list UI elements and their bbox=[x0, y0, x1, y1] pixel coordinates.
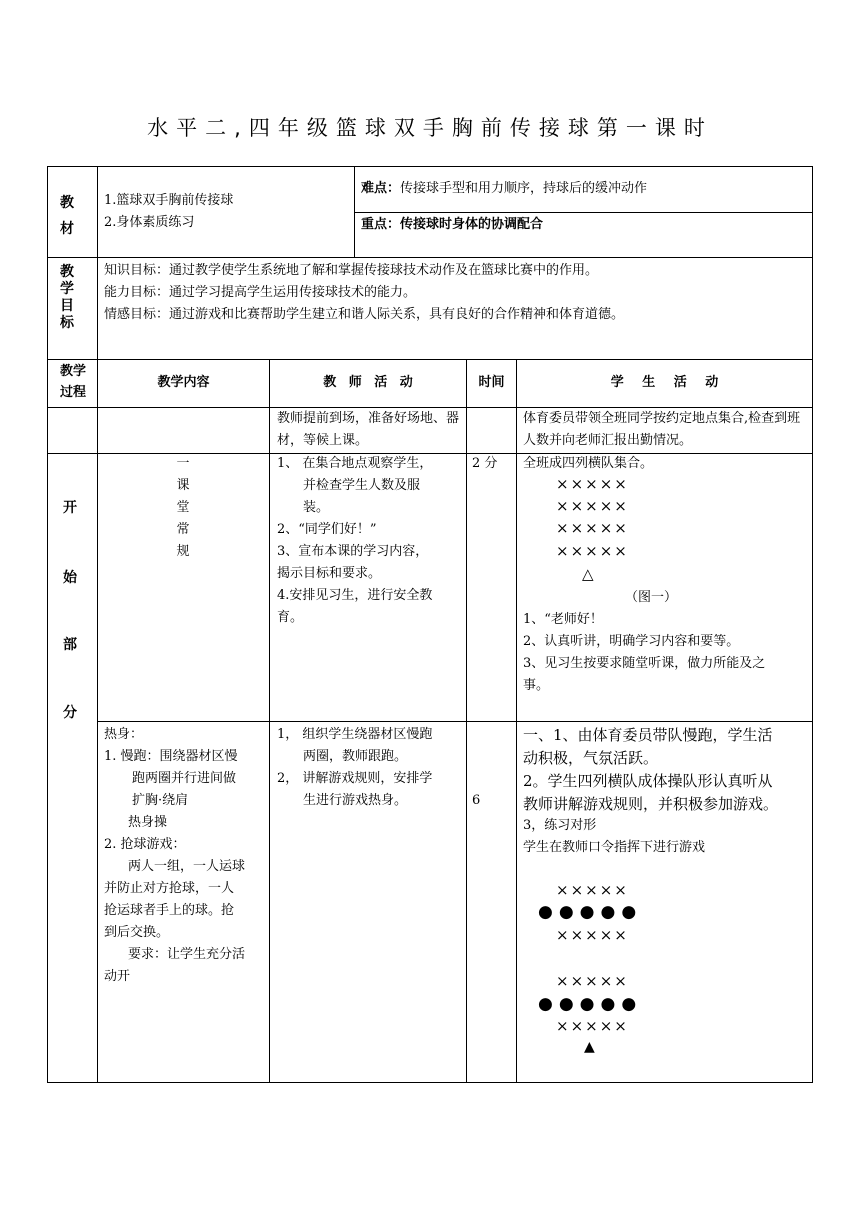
difficulty-label: 难点： bbox=[361, 181, 401, 196]
warmup-line: 并防止对方抢球，一人 bbox=[104, 881, 235, 896]
teacher-line: 2、“同学们好！” bbox=[277, 522, 377, 537]
header-student: 学 生 活 动 bbox=[610, 375, 719, 390]
warmup-line: 要求：让学生充分活 bbox=[128, 947, 246, 962]
formation-row: ××××× bbox=[556, 542, 629, 560]
routine-char: 规 bbox=[176, 544, 190, 559]
objective-affective: 情感目标：通过游戏和比赛帮助学生建立和谐人际关系，具有良好的合作精神和体育道德。 bbox=[104, 307, 625, 322]
routine-time: 2 分 bbox=[472, 456, 498, 471]
routine-char: 常 bbox=[176, 522, 190, 537]
header-teacher: 教 师 活 动 bbox=[323, 375, 413, 390]
header-content: 教学内容 bbox=[157, 375, 210, 390]
warmup-line: 热身： bbox=[104, 727, 144, 742]
routine-char: 一 bbox=[176, 456, 190, 471]
student-line: 3，练习对形 bbox=[523, 818, 597, 833]
warmup-line: 跑两圈并行进间做 bbox=[132, 771, 237, 786]
section-char: 开 bbox=[63, 500, 77, 516]
routine-char: 堂 bbox=[176, 500, 190, 515]
key-point-label: 重点： bbox=[361, 217, 401, 232]
warmup-line: 两人一组，一人运球 bbox=[128, 859, 246, 874]
material-item: 1.篮球双手胸前传接球 bbox=[104, 193, 234, 208]
formation-cross-row: ××××× bbox=[556, 926, 629, 944]
student-line: 1、“老师好！ bbox=[523, 612, 603, 627]
student-line: 3、见习生按要求随堂听课，做力所能及之 bbox=[523, 656, 766, 671]
student-line: 2、认真听讲，明确学习内容和要等。 bbox=[523, 634, 740, 649]
teacher-line: 并检查学生人数及服 bbox=[303, 478, 421, 493]
student-line: 2。学生四列横队成体操队形认真听从 bbox=[523, 772, 773, 790]
objective-knowledge: 知识目标：通过教学使学生系统地了解和掌握传接球技术动作及在篮球比赛中的作用。 bbox=[104, 263, 599, 278]
process-label: 教学过程 bbox=[59, 364, 86, 400]
warmup-line: 1. 慢跑：围绕器材区慢 bbox=[104, 749, 238, 764]
student-line: 教师讲解游戏规则，并积极参加游戏。 bbox=[523, 795, 779, 813]
formation-cross-row: ××××× bbox=[556, 881, 629, 899]
section-char: 分 bbox=[63, 705, 77, 721]
warmup-line: 热身操 bbox=[128, 815, 168, 830]
student-line: 事。 bbox=[523, 678, 550, 693]
pre-teacher-text: 教师提前到场，准备好场地、器材，等候上课。 bbox=[277, 411, 460, 448]
material-label: 教材 bbox=[60, 195, 74, 237]
formation-cross-row: ××××× bbox=[556, 972, 629, 990]
formation-cross-row: ××××× bbox=[556, 1017, 629, 1035]
teacher-line: 4.安排见习生，进行安全教 bbox=[277, 588, 433, 603]
student-line: 一、1、由体育委员带队慢跑，学生活 bbox=[523, 726, 773, 744]
warmup-line: 到后交换。 bbox=[104, 925, 170, 940]
routine-char: 课 bbox=[176, 478, 190, 493]
section-char: 始 bbox=[63, 570, 77, 586]
student-line: 动积极，气氛活跃。 bbox=[523, 749, 659, 767]
pre-student-text: 体育委员带领全班同学按约定地点集合,检查到班人数并向老师汇报出勤情况。 bbox=[523, 411, 801, 448]
difficulty-text: 传接球手型和用力顺序，持球后的缓冲动作 bbox=[400, 181, 648, 196]
formation-dot-row: ●●●●● bbox=[538, 994, 643, 1014]
key-point-text: 传接球时身体的协调配合 bbox=[400, 217, 544, 232]
warmup-line: 2. 抢球游戏： bbox=[104, 837, 186, 852]
teacher-line: 揭示目标和要求。 bbox=[277, 566, 382, 581]
teacher-line: 装。 bbox=[303, 500, 330, 515]
warmup-time: 6 bbox=[472, 793, 481, 808]
teacher-line: 两圈，教师跟跑。 bbox=[303, 749, 408, 764]
objectives-label: 教学目标 bbox=[60, 264, 74, 331]
teacher-position-marker: ▲ bbox=[584, 1039, 597, 1055]
section-char: 部 bbox=[63, 637, 77, 653]
material-item: 2.身体素质练习 bbox=[104, 215, 195, 230]
page-title: 水平二,四年级篮球双手胸前传接球第一课时 bbox=[147, 116, 713, 140]
header-time: 时间 bbox=[478, 375, 505, 390]
formation-dot-row: ●●●●● bbox=[538, 902, 643, 922]
teacher-position-triangle: △ bbox=[582, 565, 596, 583]
teacher-line: 2， 讲解游戏规则，安排学 bbox=[277, 771, 433, 786]
routine-student-intro: 全班成四列横队集合。 bbox=[523, 456, 654, 471]
formation-row: ××××× bbox=[556, 519, 629, 537]
teacher-line: 生进行游戏热身。 bbox=[303, 793, 408, 808]
teacher-line: 3、宣布本课的学习内容， bbox=[277, 544, 429, 559]
formation-row: ××××× bbox=[556, 497, 629, 515]
warmup-line: 扩胸·绕肩 bbox=[132, 793, 189, 808]
teacher-line: 育。 bbox=[277, 610, 304, 625]
warmup-line: 抢运球者手上的球。抢 bbox=[104, 903, 235, 918]
warmup-line: 动开 bbox=[104, 969, 131, 984]
teacher-line: 1， 组织学生绕器材区慢跑 bbox=[277, 727, 433, 742]
formation-row: ××××× bbox=[556, 475, 629, 493]
objective-ability: 能力目标：通过学习提高学生运用传接球技术的能力。 bbox=[104, 285, 417, 300]
figure-caption: （图一） bbox=[625, 590, 678, 605]
student-line: 学生在教师口令指挥下进行游戏 bbox=[523, 840, 706, 855]
teacher-line: 1、 在集合地点观察学生， bbox=[277, 456, 433, 471]
